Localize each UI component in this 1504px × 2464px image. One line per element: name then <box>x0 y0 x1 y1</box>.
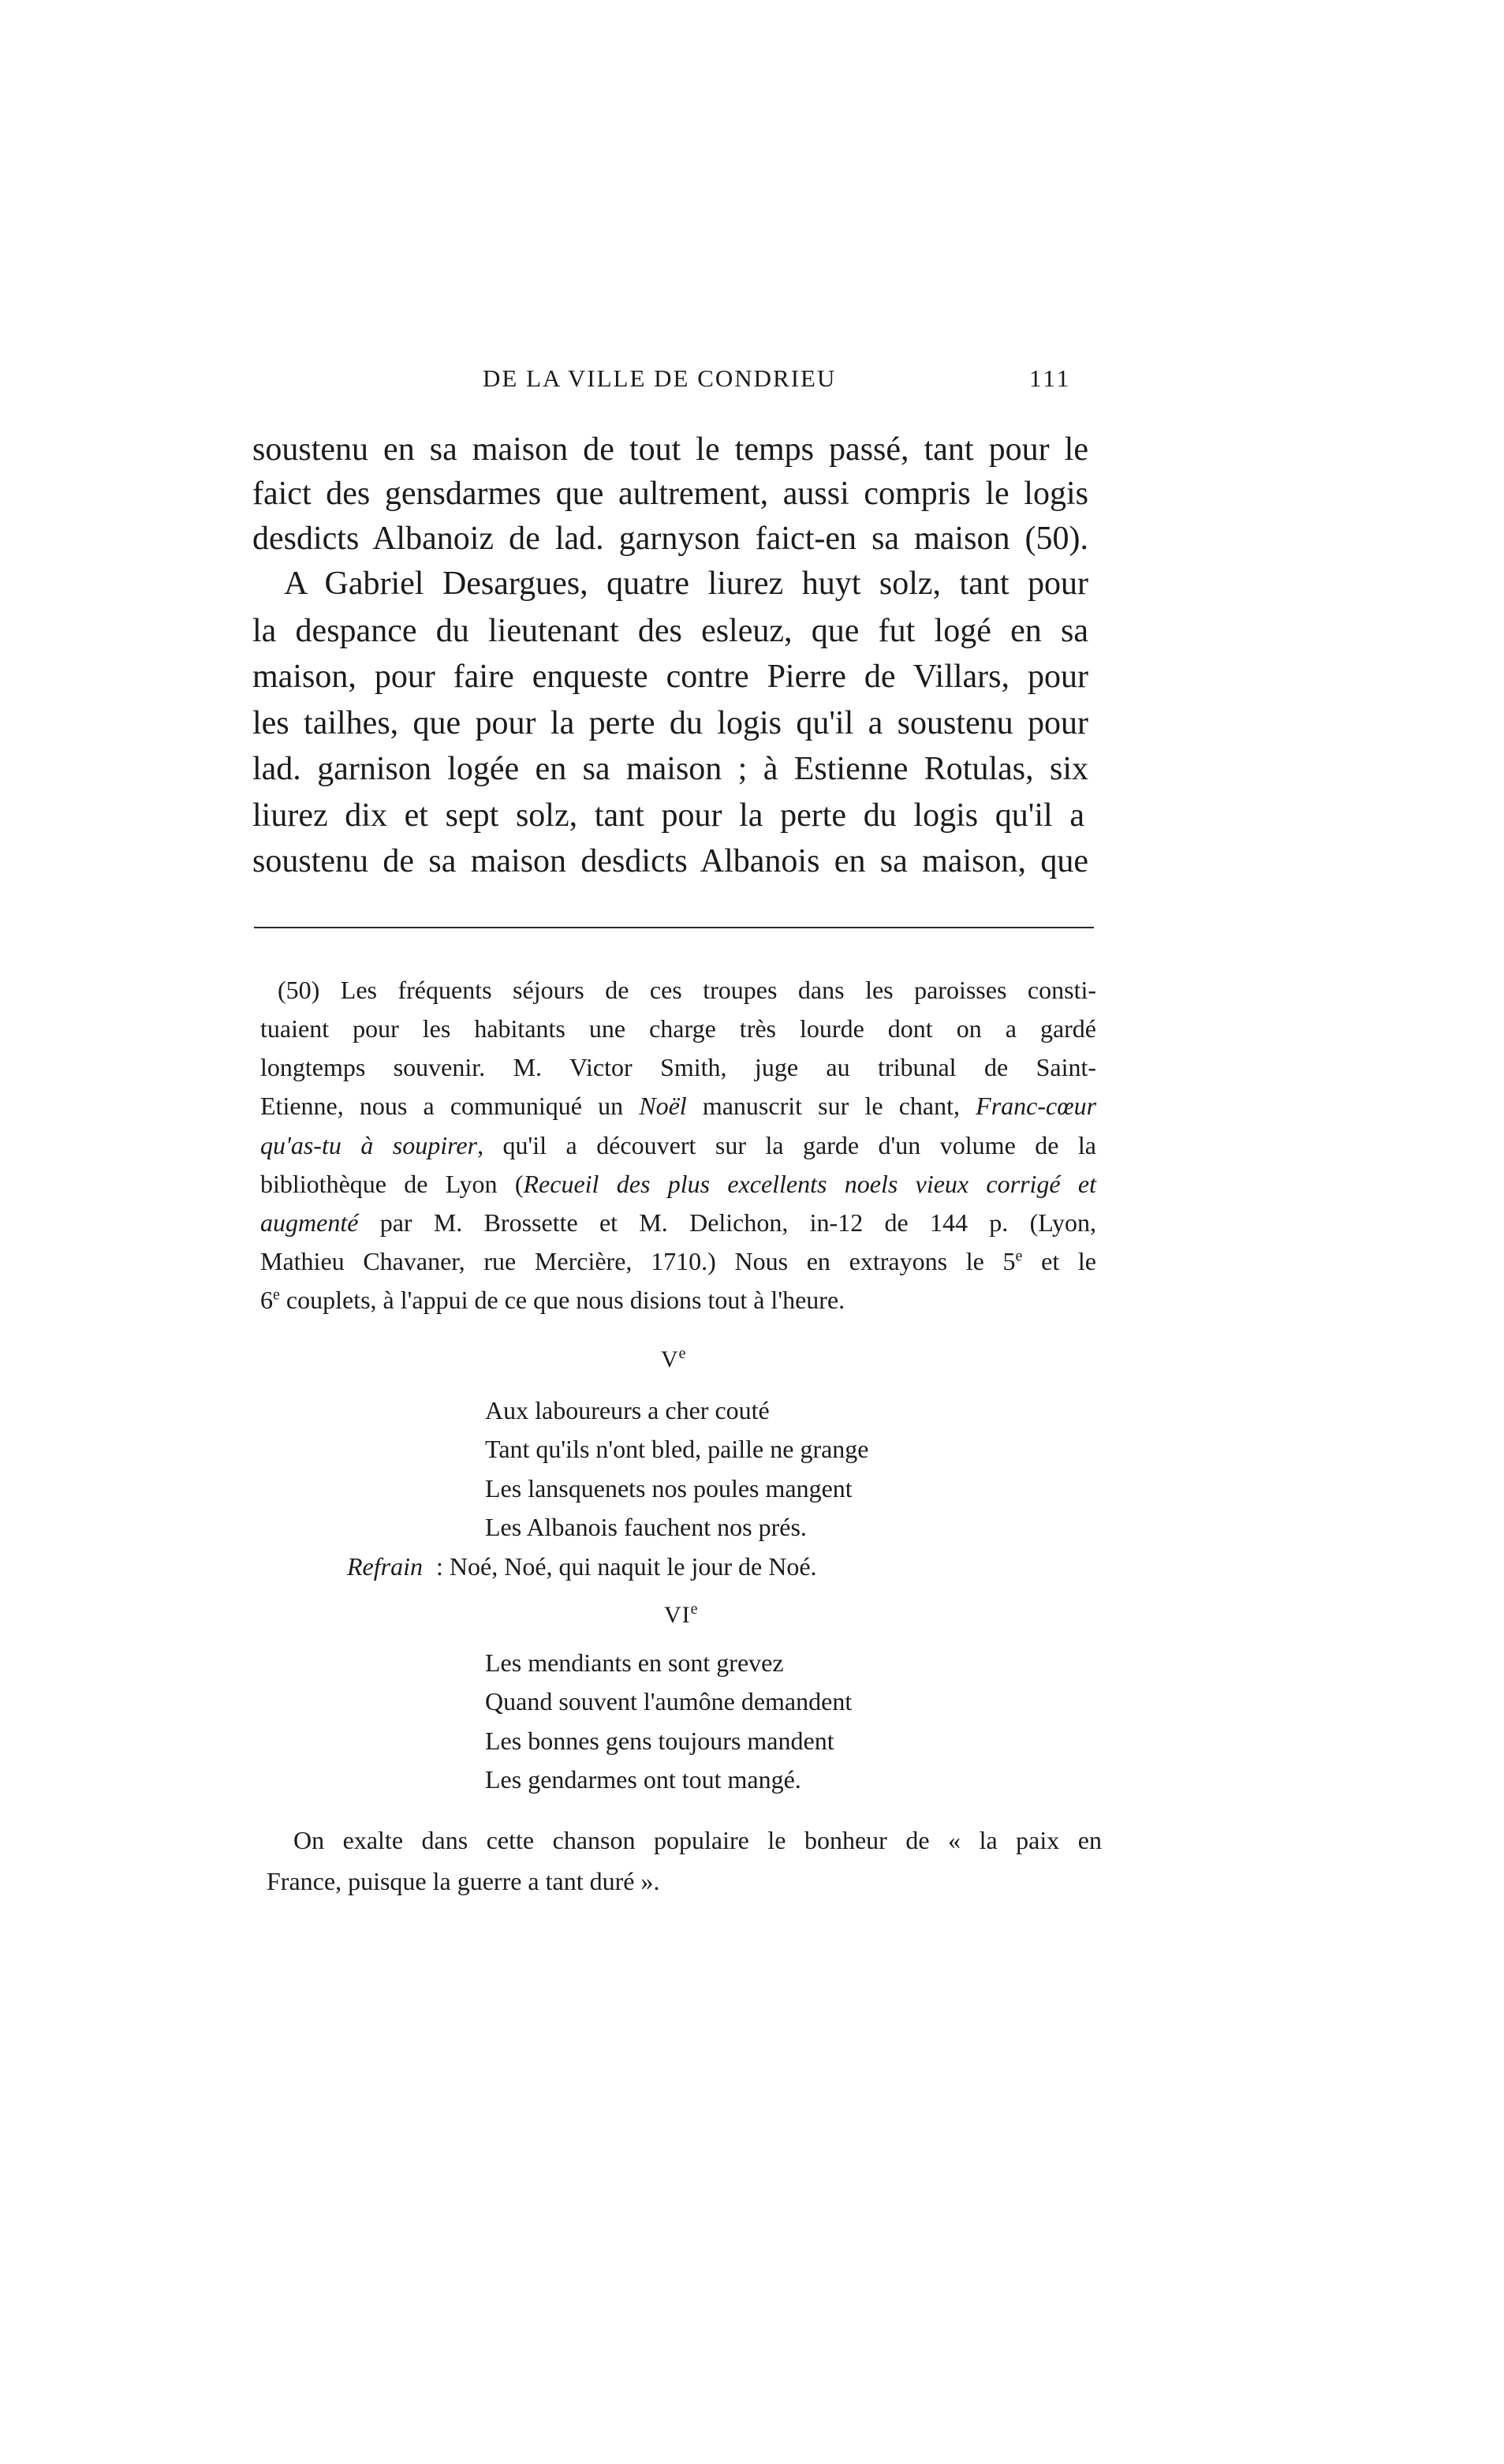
verse-line: Les bonnes gens toujours mandent <box>485 1727 834 1755</box>
body-line: liurez dix et sept solz, tant pour la perte du logis qu'il a <box>252 797 1084 834</box>
verse-line: Quand souvent l'aumône demandent <box>485 1687 853 1715</box>
verse-line: Les mendiants en sont grevez <box>485 1648 784 1677</box>
stanza-heading: VIe <box>664 1600 699 1628</box>
body-line: la despance du lieutenant des esleuz, que fut logé en sa <box>252 613 1088 649</box>
footnote-line: bibliothèque de Lyon (Recueil des plus excellents noels vieux corrigé et <box>260 1170 1096 1198</box>
verse-line: Aux laboureurs a cher couté <box>485 1396 770 1424</box>
verse-line: Tant qu'ils n'ont bled, paille ne grange <box>485 1435 869 1463</box>
footnote-line: 6e couplets, à l'appui de ce que nous disions tout à l'heure. <box>260 1286 845 1314</box>
running-title: DE LA VILLE DE CONDRIEU <box>483 364 837 392</box>
book-title: Recueil des plus excellents noels vieux corrigé et <box>523 1170 1096 1198</box>
verse-line: Les gendarmes ont tout mangé. <box>485 1765 801 1794</box>
body-line: les tailhes, que pour la perte du logis qu'il a soustenu pour <box>252 705 1088 741</box>
body-line: soustenu en sa maison de tout le temps passé, tant pour le <box>252 431 1088 468</box>
verse-line: Les Albanois fauchent nos prés. <box>485 1513 807 1541</box>
song-title-cont: qu'as-tu à soupirer <box>260 1131 478 1159</box>
footnote-line: tuaient pour les habitants une charge très lourde dont on a gardé <box>260 1014 1096 1043</box>
page-number: 111 <box>1029 364 1072 392</box>
stanza-heading: Ve <box>661 1345 687 1372</box>
refrain-label: Refrain <box>347 1552 423 1581</box>
noel-title: Noël <box>639 1092 687 1120</box>
footnote-line: (50) Les fréquents séjours de ces troupes dans les paroisses consti- <box>278 976 1096 1004</box>
body-line: lad. garnison logée en sa maison ; à Estienne Rotulas, six <box>252 751 1088 787</box>
footnote-line: longtemps souvenir. M. Victor Smith, juge au tribunal de Saint- <box>260 1053 1096 1081</box>
refrain-text: : Noé, Noé, qui naquit le jour de Noé. <box>436 1552 817 1581</box>
book-title-cont: augmenté <box>260 1208 359 1237</box>
body-line: desdicts Albanoiz de lad. garnyson faict-en sa maison (50). <box>252 521 1088 557</box>
footnote-line: augmenté par M. Brossette et M. Delichon, in-12 de 144 p. (Lyon, <box>260 1208 1096 1237</box>
body-line: A Gabriel Desargues, quatre liurez huyt solz, tant pour <box>284 566 1088 602</box>
song-title: Franc-cœur <box>976 1092 1097 1120</box>
body-line: maison, pour faire enqueste contre Pierre de Villars, pour <box>252 659 1088 695</box>
body-line: faict des gensdarmes que aultrement, aussi compris le logis <box>252 476 1088 512</box>
footnote-line: Etienne, nous a communiqué un Noël manuscrit sur le chant, Franc-cœur <box>260 1092 1097 1120</box>
body-line: soustenu de sa maison desdicts Albanois en sa maison, que <box>252 843 1088 879</box>
footnote-separator <box>254 927 1094 928</box>
footnote-line: qu'as-tu à soupirer, qu'il a découvert sur la garde d'un volume de la <box>260 1131 1097 1159</box>
footnote-line: Mathieu Chavaner, rue Mercière, 1710.) Nous en extrayons le 5e et le <box>260 1247 1097 1275</box>
verse-line: Les lansquenets nos poules mangent <box>485 1474 853 1503</box>
closing-line: France, puisque la guerre a tant duré ». <box>267 1867 660 1895</box>
closing-line: On exalte dans cette chanson populaire le bonheur de « la paix en <box>293 1826 1102 1854</box>
